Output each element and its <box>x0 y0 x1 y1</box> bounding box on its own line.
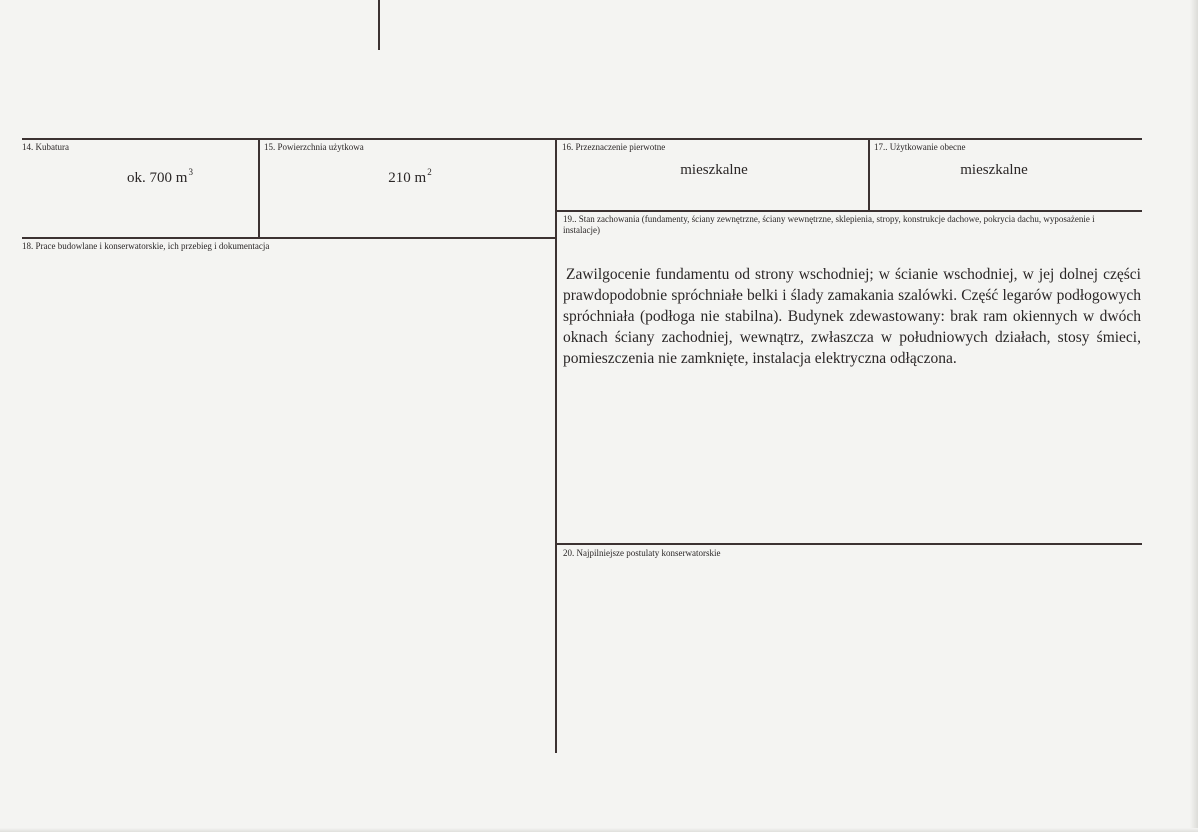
divider-14-15 <box>258 138 260 238</box>
divider-main <box>555 138 557 753</box>
field-16-value: mieszkalne <box>680 162 748 178</box>
field-14-value-text: ok. 700 m <box>127 170 188 186</box>
rule-top <box>22 138 1142 140</box>
field-19-label: 19.. Stan zachowania (fundamenty, ściany zewnętrzne, ściany wewnętrzne, sklepienia, stropy, konstrukcje dachowe, pokrycia dachu, wyposażenie i instalacje) <box>563 214 1095 235</box>
paper-edge-right <box>1190 0 1198 832</box>
divider-16-17 <box>868 138 870 211</box>
field-19-text: Zawilgocenie fundamentu od strony wschodniej; w ścianie wschodniej, w jej dolnej części prawdopodobnie spróchniałe belki i ślady zamakania szalówki. Część legarów podłogowych spróchniała (podłoga nie stabilna). Budynek zdewastowany: brak ram okiennych w dwóch oknach ściany zachodniej, wewnątrz, zwłaszcza w południowych działach, stosy śmieci, pomieszczenia nie zamknięte, instalacja elektryczna odłączona. <box>563 266 1141 367</box>
field-15-value <box>310 167 510 187</box>
field-14-value-unit-exponent: 3 <box>188 167 193 177</box>
field-14-value <box>60 167 260 187</box>
field-17-value: mieszkalne <box>960 162 1028 178</box>
field-15-value-unit-exponent: 2 <box>427 167 432 177</box>
field-15-value-text: 210 m <box>388 170 427 186</box>
field-16-label: 16. Przeznaczenie pierwotne <box>562 142 666 152</box>
rule-above-20 <box>557 543 1142 545</box>
paper-edge-bottom <box>0 828 1198 832</box>
field-17-label: 17.. Użytkowanie obecne <box>874 142 966 152</box>
rule-under-16-17 <box>557 210 1142 212</box>
rule-under-14-15 <box>22 237 557 239</box>
field-18-label: 18. Prace budowlane i konserwatorskie, ich przebieg i dokumentacja <box>22 241 270 251</box>
top-divider <box>378 0 380 50</box>
field-14-label: 14. Kubatura <box>22 142 69 152</box>
field-15-label: 15. Powierzchnia użytkowa <box>264 142 364 152</box>
field-20-label: 20. Najpilniejsze postulaty konserwatorskie <box>563 548 721 558</box>
